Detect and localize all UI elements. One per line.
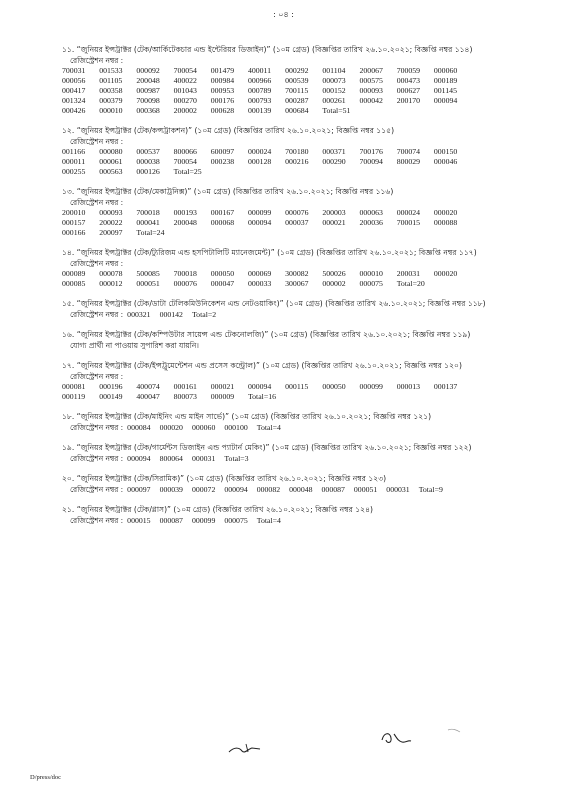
registration-number: 000093 [99, 208, 123, 217]
registration-number: 000166 [62, 228, 86, 237]
registration-row [62, 279, 532, 289]
registration-row [62, 208, 532, 218]
registration-number: 000033 [247, 279, 272, 288]
registration-number: 000041 [136, 218, 160, 227]
registration-number: 000627 [396, 86, 421, 95]
registration-number: 000216 [285, 157, 309, 166]
results-content [62, 44, 532, 535]
registration-number: 700098 [136, 96, 160, 105]
section [62, 504, 532, 526]
registration-number: 400022 [173, 76, 197, 85]
registration-number: 000321 [127, 310, 151, 319]
registration-inline [70, 484, 532, 495]
total-count: Total=9 [418, 485, 443, 494]
registration-number: 000009 [210, 392, 235, 401]
registration-number: 000012 [99, 279, 123, 288]
registration-number: 000020 [433, 269, 458, 278]
registration-number: 000042 [359, 96, 383, 105]
registration-number: 200036 [359, 218, 383, 227]
registration-number: 000167 [210, 208, 235, 217]
registration-number: 000050 [322, 382, 346, 391]
registration-grid [62, 147, 532, 177]
registration-number: 000539 [285, 76, 309, 85]
registration-number: 000085 [62, 279, 86, 288]
registration-grid [62, 269, 532, 289]
registration-number: 600097 [210, 147, 235, 156]
registration-number: 000115 [285, 382, 309, 391]
registration-label: রেজিস্ট্রেশন নম্বর : [70, 56, 124, 65]
registration-number: 000050 [210, 269, 235, 278]
registration-number: 000099 [191, 516, 216, 525]
registration-number: 000100 [224, 423, 248, 432]
registration-number: 000002 [322, 279, 346, 288]
registration-number: 000024 [396, 208, 421, 217]
registration-number: 000051 [136, 279, 160, 288]
registration-inline [70, 422, 532, 433]
total-count: Total=4 [256, 423, 281, 432]
registration-label: রেজিস্ট্রেশন নম্বর : [70, 137, 124, 146]
section-heading: ২১. “জুনিয়র ইন্সট্রাক্টর (টেক/গ্লাস)” (১০ম গ্রেড) (বিজ্ঞপ্তির তারিখ ২৬.১০.২০২১; বিজ্ঞপ্তি নম্বর ১২৪) [62, 505, 373, 514]
registration-number: 000139 [247, 106, 272, 115]
registration-number: 000078 [99, 269, 123, 278]
signature-left [226, 738, 266, 758]
registration-number: 000161 [173, 382, 197, 391]
registration-number: 000010 [359, 269, 383, 278]
registration-number: 000473 [396, 76, 421, 85]
page-number: : ০৪ : [273, 10, 294, 19]
registration-label: রেজিস্ট্রেশন নম্বর : [70, 372, 124, 381]
registration-number: 001479 [210, 66, 235, 75]
registration-label: রেজিস্ট্রেশন নম্বর : [70, 454, 124, 463]
registration-number: 001043 [173, 86, 197, 95]
registration-row [62, 96, 532, 106]
registration-number: 000563 [99, 167, 123, 176]
section-heading: ১৮. “জুনিয়র ইন্সট্রাক্টর (টেক/মাইনিং এন্ড মাইন সার্ভে)” (১০ম গ্রেড) (বিজ্ঞপ্তির তারিখ ২৬.১০.২০২১; বিজ্ঞপ্তি নম্বর ১২১) [62, 412, 432, 421]
registration-row [62, 66, 532, 76]
registration-row [62, 106, 532, 116]
registration-number: 000426 [62, 106, 86, 115]
registration-number: 700054 [173, 157, 197, 166]
total-count: Total=3 [224, 454, 249, 463]
registration-number: 000417 [62, 86, 86, 95]
registration-number: 000137 [433, 382, 458, 391]
registration-number: 200097 [99, 228, 123, 237]
section-heading: ১৪. “জুনিয়র ইন্সট্রাক্টর (টেক/ট্যুরিজম এন্ড হসপিটালিটি ম্যানেজমেন্ট)” (১০ম গ্রেড) (বিজ্ঞপ্তির তারিখ ২৬.১০.২০২১; বিজ্ঞপ্তি নম্বর ১১৭) [62, 248, 477, 257]
registration-row [62, 157, 532, 167]
registration-row [62, 228, 532, 238]
registration-number: 000379 [99, 96, 123, 105]
registration-number: 000075 [224, 516, 248, 525]
registration-number: 000024 [247, 147, 272, 156]
registration-number: 000081 [62, 382, 86, 391]
registration-number: 001533 [99, 66, 123, 75]
registration-number: 000013 [396, 382, 421, 391]
registration-number: 000099 [247, 208, 272, 217]
section [62, 247, 532, 289]
total-count: Total=4 [256, 516, 281, 525]
registration-number: 000270 [173, 96, 197, 105]
registration-number: 000157 [62, 218, 86, 227]
registration-number: 000075 [359, 279, 383, 288]
registration-number: 001104 [322, 66, 346, 75]
registration-number: 000290 [322, 157, 346, 166]
registration-number: 000068 [210, 218, 235, 227]
section-heading: ১৩. “জুনিয়র ইন্সট্রাক্টর (টেক/মেকাট্রনিক্স)” (১০ম গ্রেড) (বিজ্ঞপ্তির তারিখ ২৬.১০.২০২১; বিজ্ঞপ্তি নম্বর ১১৬) [62, 187, 394, 196]
registration-number: 000046 [433, 157, 458, 166]
registration-number: 000128 [247, 157, 272, 166]
registration-label: রেজিস্ট্রেশন নম্বর : [70, 423, 124, 432]
registration-number: 000087 [159, 516, 183, 525]
registration-number: 000084 [127, 423, 151, 432]
registration-inline [70, 453, 532, 464]
section-heading: ১৯. “জুনিয়র ইন্সট্রাক্টর (টেক/গার্মেন্টস ডিজাইন এন্ড প্যাটার্ন মেকিং)” (১০ম গ্রেড) (বিজ্ঞপ্তির তারিখ ২৬.১০.২০২১; বিজ্ঞপ্তি নম্বর ১২২) [62, 443, 472, 452]
registration-number: 000987 [136, 86, 160, 95]
registration-row [62, 392, 532, 402]
section-heading: ১৭. “জুনিয়র ইন্সট্রাক্টর (টেক/ইন্সট্রুমেন্টেশন এন্ড প্রসেস কন্ট্রোল)” (১০ম গ্রেড) (বিজ্ঞপ্তির তারিখ ২৬.১০.২০২১; বিজ্ঞপ্তি নম্বর ১২০) [62, 361, 462, 370]
registration-number: 000076 [173, 279, 197, 288]
registration-label: রেজিস্ট্রেশন নম্বর : [70, 198, 124, 207]
registration-number: 000080 [99, 147, 123, 156]
section-heading: ১৫. “জুনিয়র ইন্সট্রাক্টর (টেক/ডাটা টেলিকমিউনিকেশন এন্ড নেটওয়াকিং)” (১০ম গ্রেড) (বিজ্ঞপ্তির তারিখ ২৬.১০.২০২১; বিজ্ঞপ্তি নম্বর ১১৮) [62, 299, 486, 308]
section-heading: ১৬. “জুনিয়র ইন্সট্রাক্টর (টেক/কম্পিউটার সায়েন্স এন্ড টেকনোলজি)” (১০ম গ্রেড) (বিজ্ঞপ্তির তারিখ ২৬.১০.২০২১; বিজ্ঞপ্তি নম্বর ১১৯) [62, 330, 471, 339]
registration-number: 000097 [127, 485, 151, 494]
registration-number: 200002 [173, 106, 197, 115]
registration-label: রেজিস্ট্রেশন নম্বর : [70, 310, 124, 319]
registration-number: 000575 [359, 76, 383, 85]
registration-number: 500085 [136, 269, 160, 278]
registration-number: 000684 [285, 106, 309, 115]
registration-number: 700031 [62, 66, 86, 75]
registration-number: 000010 [99, 106, 123, 115]
section [62, 442, 532, 464]
total-count: Total=20 [396, 279, 425, 288]
registration-number: 000261 [322, 96, 346, 105]
registration-inline [70, 515, 532, 526]
registration-number: 000021 [210, 382, 235, 391]
registration-number: 000255 [62, 167, 86, 176]
footer-path: D/press/doc [30, 774, 62, 781]
registration-number: 000628 [210, 106, 235, 115]
registration-number: 000292 [285, 66, 309, 75]
registration-number: 000082 [256, 485, 281, 494]
registration-number: 000238 [210, 157, 235, 166]
registration-number: 200067 [359, 66, 383, 75]
registration-number: 000020 [159, 423, 183, 432]
section [62, 329, 532, 351]
registration-number: 000076 [285, 208, 309, 217]
section [62, 473, 532, 495]
registration-number: 000371 [322, 147, 346, 156]
registration-number: 000015 [127, 516, 151, 525]
registration-number: 200010 [62, 208, 86, 217]
section [62, 125, 532, 177]
registration-row [62, 382, 532, 392]
registration-number: 000031 [191, 454, 216, 463]
registration-number: 000087 [321, 485, 345, 494]
registration-number: 000099 [359, 382, 383, 391]
registration-number: 800064 [159, 454, 183, 463]
registration-number: 000021 [322, 218, 346, 227]
registration-number: 000060 [191, 423, 216, 432]
total-count: Total=24 [136, 228, 165, 237]
total-count: Total=51 [322, 106, 351, 115]
registration-number: 000358 [99, 86, 123, 95]
registration-number: 000966 [247, 76, 272, 85]
registration-number: 400074 [136, 382, 160, 391]
registration-number: 300082 [285, 269, 309, 278]
registration-number: 000093 [359, 86, 383, 95]
registration-number: 000063 [359, 208, 383, 217]
registration-number: 200031 [396, 269, 421, 278]
registration-number: 000789 [247, 86, 272, 95]
registration-label: রেজিস্ট্রেশন নম্বর : [70, 485, 124, 494]
registration-number: 000537 [136, 147, 160, 156]
registration-number: 700015 [396, 218, 421, 227]
registration-grid [62, 208, 532, 238]
registration-number: 200003 [322, 208, 346, 217]
registration-number: 000069 [247, 269, 272, 278]
section [62, 298, 532, 320]
registration-inline [70, 309, 532, 320]
registration-number: 200048 [173, 218, 197, 227]
registration-number: 000039 [159, 485, 183, 494]
section [62, 186, 532, 238]
registration-number: 000056 [62, 76, 86, 85]
section-note: যোগ্য প্রার্থী না পাওয়ায় সুপারিশ করা যায়নি। [70, 341, 199, 350]
registration-number: 000094 [247, 218, 272, 227]
registration-row [62, 86, 532, 96]
registration-number: 000051 [353, 485, 378, 494]
registration-number: 000020 [433, 208, 458, 217]
section-heading: ২০. “জুনিয়র ইন্সট্রাক্টর (টেক/সিরামিক)” (১০ম গ্রেড) (বিজ্ঞপ্তির তারিখ ২৬.১০.২০২১; বিজ্ঞপ্তি নম্বর ১২৩) [62, 474, 387, 483]
registration-label: রেজিস্ট্রেশন নম্বর : [70, 516, 124, 525]
registration-number: 001166 [62, 147, 86, 156]
registration-number: 700018 [173, 269, 197, 278]
registration-number: 000126 [136, 167, 160, 176]
total-count: Total=16 [247, 392, 277, 401]
registration-number: 000088 [433, 218, 458, 227]
registration-number: 200022 [99, 218, 123, 227]
registration-number: 000149 [99, 392, 123, 401]
registration-number: 000368 [136, 106, 160, 115]
registration-row [62, 269, 532, 279]
registration-number: 000047 [210, 279, 235, 288]
registration-number: 700115 [285, 86, 309, 95]
registration-number: 200048 [136, 76, 160, 85]
section [62, 44, 532, 116]
registration-number: 000073 [322, 76, 346, 85]
registration-number: 800073 [173, 392, 197, 401]
registration-number: 000048 [289, 485, 313, 494]
registration-number: 000793 [247, 96, 272, 105]
registration-number: 000193 [173, 208, 197, 217]
registration-number: 000119 [62, 392, 86, 401]
total-count: Total=25 [173, 167, 202, 176]
registration-row [62, 147, 532, 157]
section-heading: ১১. “জুনিয়র ইন্সট্রাক্টর (টেক/আর্কিটেকচার এন্ড ইন্টেরিয়র ডিজাইন)” (১০ম গ্রেড) (বিজ্ঞপ্তির তারিখ ২৬.১০.২০২১; বিজ্ঞপ্তি নম্বর ১১৪) [62, 45, 473, 54]
registration-number: 200170 [396, 96, 421, 105]
section [62, 411, 532, 433]
registration-number: 001105 [99, 76, 123, 85]
registration-number: 000176 [210, 96, 235, 105]
registration-number: 000011 [62, 157, 86, 166]
registration-number: 000094 [127, 454, 151, 463]
registration-number: 000037 [285, 218, 309, 227]
registration-number: 000953 [210, 86, 235, 95]
registration-number: 700059 [396, 66, 421, 75]
registration-row [62, 218, 532, 228]
section [62, 360, 532, 402]
registration-number: 000094 [247, 382, 272, 391]
registration-grid [62, 66, 532, 116]
registration-number: 000060 [433, 66, 458, 75]
registration-number: 800029 [396, 157, 421, 166]
registration-number: 000984 [210, 76, 235, 85]
registration-number: 000150 [433, 147, 458, 156]
registration-number: 800066 [173, 147, 197, 156]
section-heading: ১২. “জুনিয়র ইন্সট্রাক্টর (টেক/কন্সট্রাকশন)” (১০ম গ্রেড) (বিজ্ঞপ্তির তারিখ ২৬.১০.২০২১; বিজ্ঞপ্তি নম্বর ১১৫) [62, 126, 395, 135]
total-count: Total=2 [191, 310, 217, 319]
registration-number: 000038 [136, 157, 160, 166]
registration-number: 000094 [433, 96, 458, 105]
registration-number: 400011 [247, 66, 272, 75]
signature-right [378, 726, 468, 750]
registration-number: 400047 [136, 392, 160, 401]
registration-number: 000152 [322, 86, 346, 95]
registration-number: 000031 [386, 485, 410, 494]
registration-number: 000287 [285, 96, 309, 105]
registration-number: 700094 [359, 157, 383, 166]
registration-number: 700180 [285, 147, 309, 156]
registration-number: 000094 [224, 485, 248, 494]
registration-label: রেজিস্ট্রেশন নম্বর : [70, 259, 124, 268]
registration-number: 000189 [433, 76, 458, 85]
registration-number: 500026 [322, 269, 346, 278]
registration-number: 700176 [359, 147, 383, 156]
registration-number: 000072 [191, 485, 216, 494]
registration-number: 700018 [136, 208, 160, 217]
registration-number: 000196 [99, 382, 123, 391]
registration-number: 000142 [159, 310, 183, 319]
registration-number: 000089 [62, 269, 86, 278]
registration-row [62, 167, 532, 177]
registration-number: 001145 [433, 86, 457, 95]
registration-number: 000061 [99, 157, 123, 166]
registration-row [62, 76, 532, 86]
registration-number: 700074 [396, 147, 421, 156]
registration-number: 300067 [285, 279, 309, 288]
registration-number: 000092 [136, 66, 160, 75]
registration-number: 700054 [173, 66, 197, 75]
registration-number: 001324 [62, 96, 86, 105]
registration-grid [62, 382, 532, 402]
